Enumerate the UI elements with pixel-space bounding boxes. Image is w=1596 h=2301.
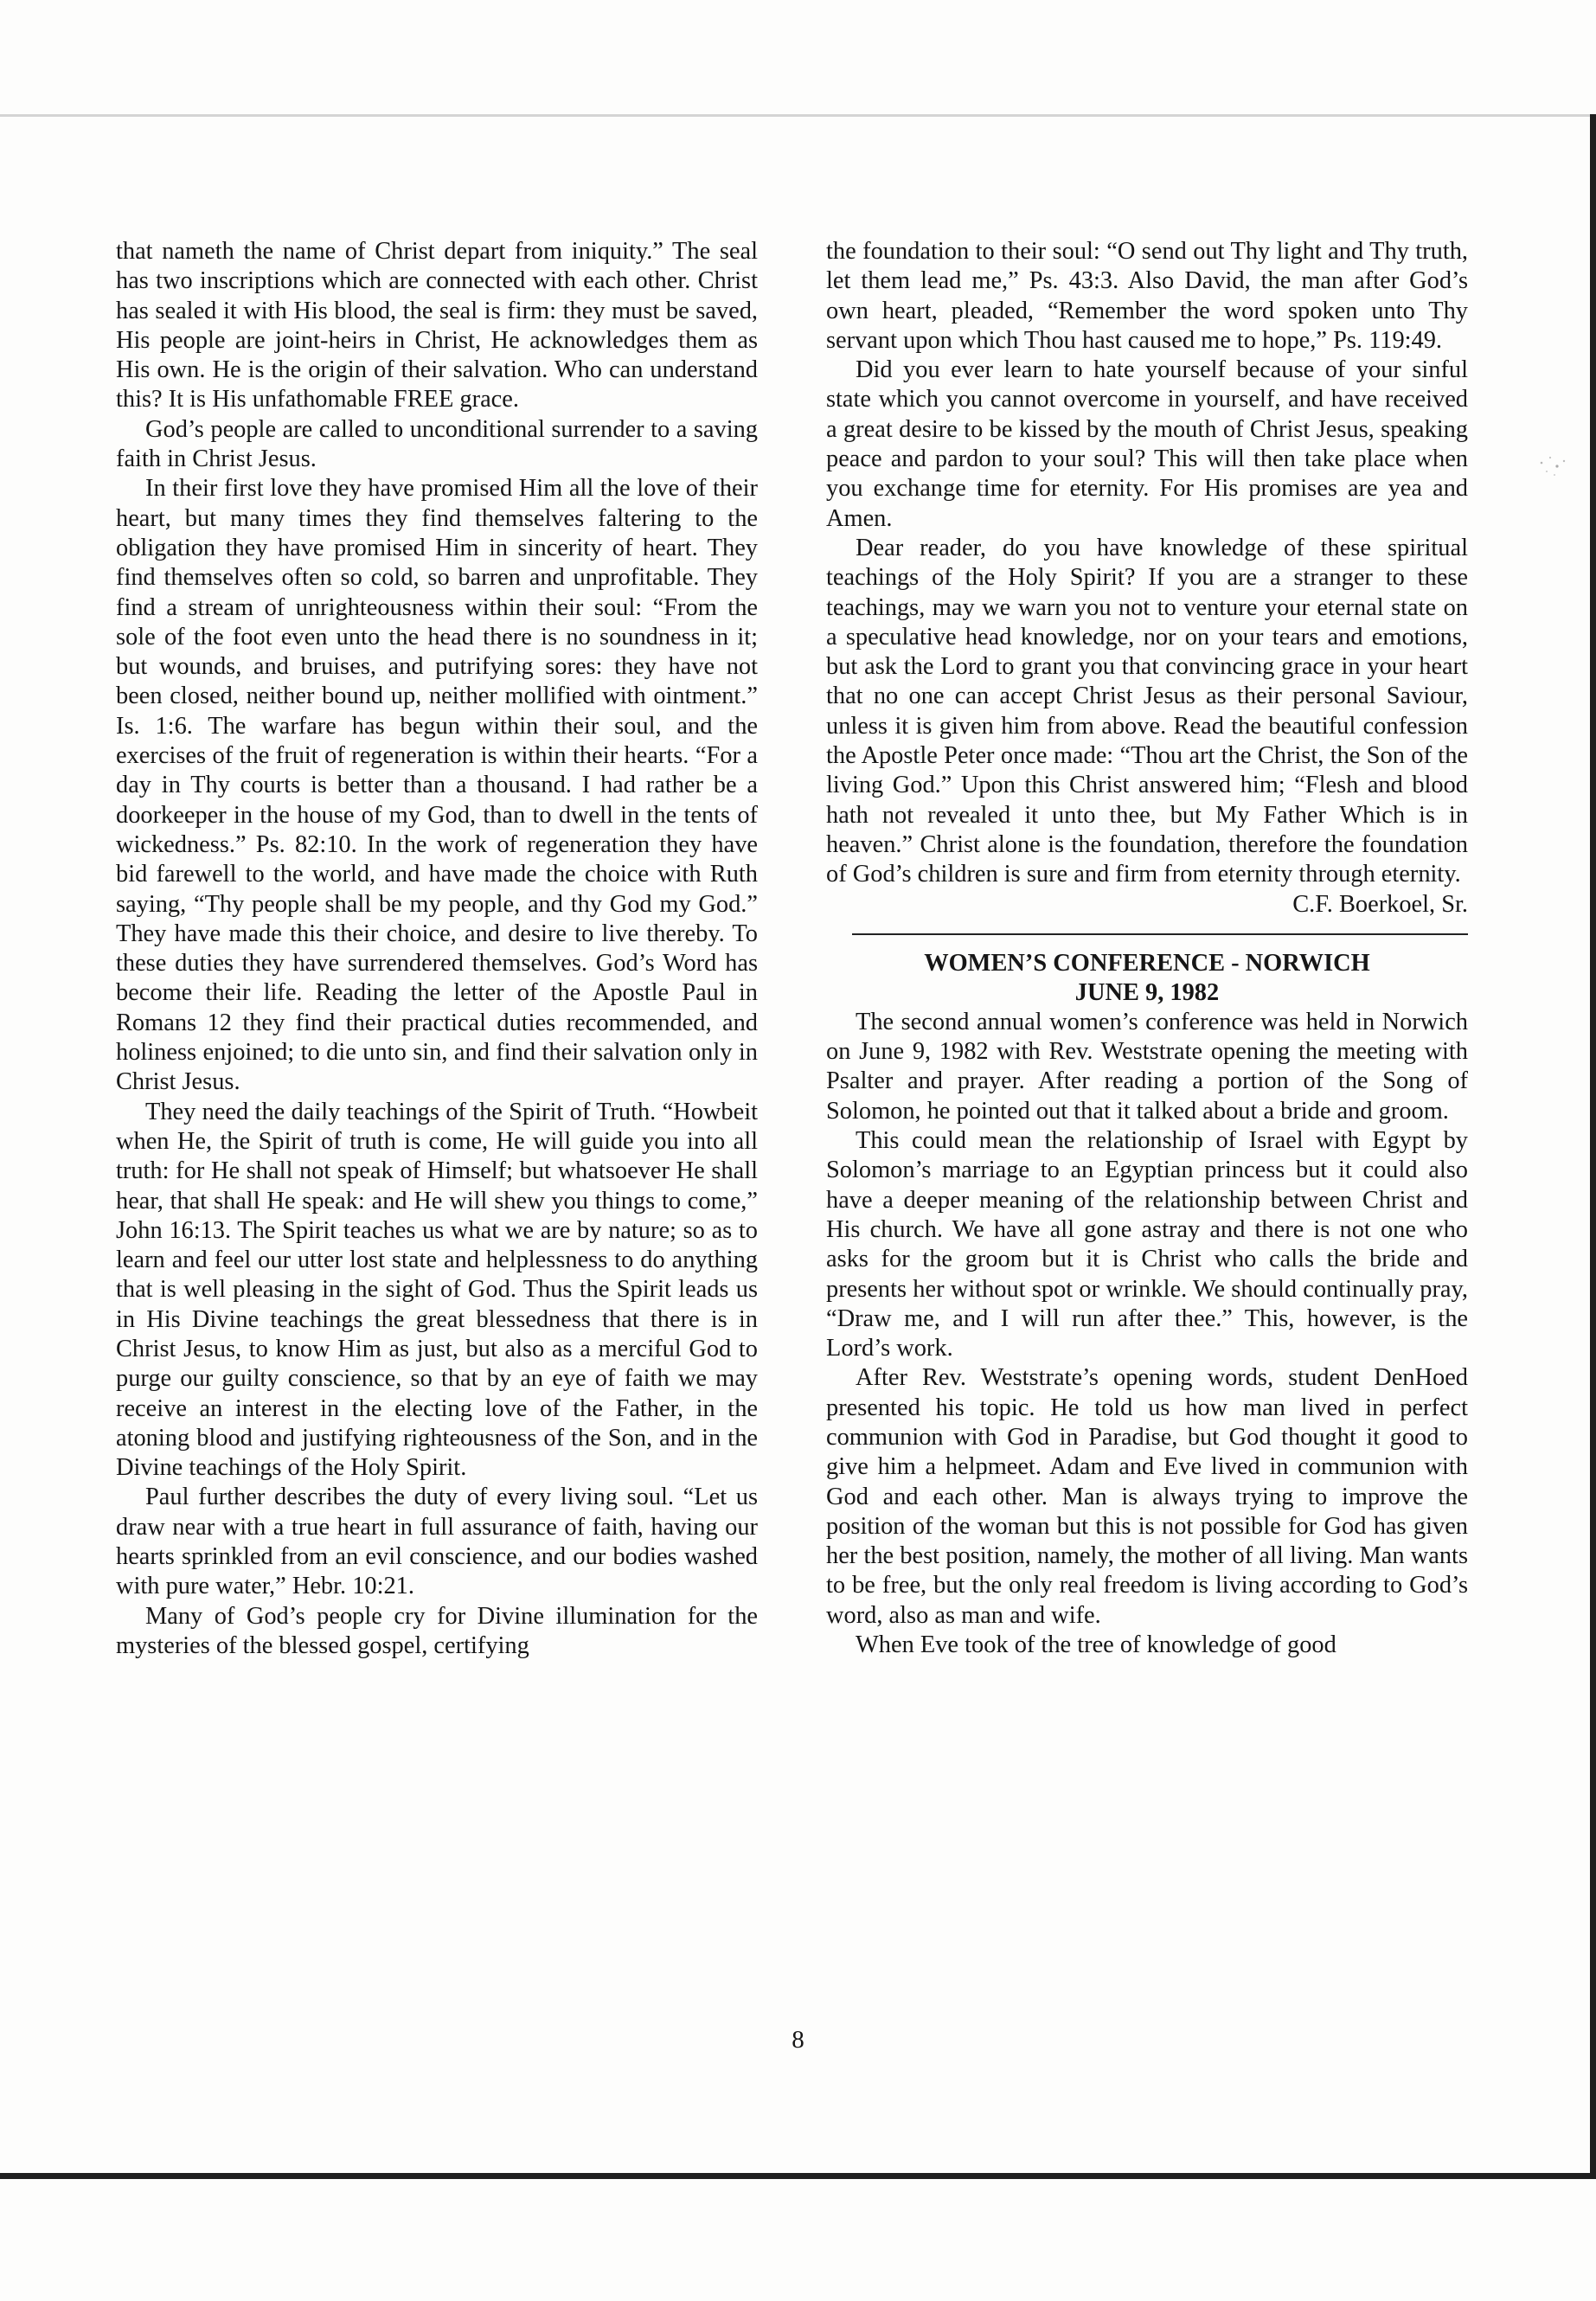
- right-column: [826, 237, 1468, 1660]
- section-divider: [852, 933, 1468, 935]
- scan-right-edge: [1590, 114, 1596, 2173]
- article-paragraph-4: When Eve took of the tree of knowledge of good: [856, 1631, 1336, 1659]
- left-column: [116, 237, 758, 1661]
- article-heading-title: WOMEN’S CONFERENCE - NORWICH: [924, 949, 1370, 977]
- right-paragraph-1: the foundation to their soul: “O send out Thy light and Thy truth, let them lead me,” Ps. 43:3. Also David, the man after God’s own heart, pleaded, “Remember the word spoken unto Thy servant upon which Thou hast caused me to hope,” Ps. 119:49.: [826, 238, 1468, 354]
- left-paragraph-1: that nameth the name of Christ depart from iniquity.” The seal has two inscriptions which are connected with each other. Christ has sealed it with His blood, the seal is firm: they must be saved, His people are joint-heirs in Christ, He acknowledges them as His own. He is the origin of their salvation. Who can understand this? It is His unfathomable FREE grace.: [116, 238, 758, 413]
- article-paragraph-3: After Rev. Weststrate’s opening words, student DenHoed presented his topic. He told us how man lived in perfect communion with God in Paradise, but God thought it good to give him a helpmeet. Adam and Eve lived in communion with God and each other. Man is always trying to improve the position of the woman but this is not possible for God has given her the best position, namely, the mother of all living. Man wants to be free, but the only real freedom is living according to God’s word, also as man and wife.: [826, 1364, 1468, 1629]
- scan-bottom-edge: [0, 2173, 1596, 2179]
- scan-top-edge: [0, 114, 1596, 117]
- left-paragraph-3: In their first love they have promised Him all the love of their heart, but many times they find themselves faltering to the obligation they have promised Him in sincerity of heart. They find themselves often so cold, so barren and unprofitable. They find a stream of unrighteousness within their soul: “From the sole of the foot even unto the head there is no soundness in it; but wounds, and bruises, and putrifying sores: they have not been closed, neither bound up, neither mollified with ointment.” Is. 1:6. The warfare has begun within their soul, and the exercises of the fruit of regeneration is within their hearts. “For a day in Thy courts is better than a thousand. I had rather be a doorkeeper in the house of my God, than to dwell in the tents of wickedness.” Ps. 82:10. In the work of regeneration they have bid farewell to the world, and have made the choice with Ruth saying, “Thy people shall be my people, and thy God my God.” They have made this their choice, and desire to live thereby. To these duties they have surrendered themselves. God’s Word has become their life. Reading the letter of the Apostle Paul in Romans 12 they find their practical duties recommended, and holiness enjoined; to die unto sin, and find their salvation only in Christ Jesus.: [116, 475, 758, 1096]
- scan-speck-mark: [1531, 445, 1574, 484]
- left-paragraph-4: They need the daily teachings of the Spirit of Truth. “Howbeit when He, the Spirit of truth is come, He will guide you into all truth: for He shall not speak of Himself; but whatsoever He shall hear, that shall He speak: and He will shew you things to come,” John 16:13. The Spirit teaches us what we are by nature; so as to learn and feel our utter lost state and helplessness to do anything that is well pleasing in the sight of God. Thus the Spirit leads us in His Divine teachings the great blessedness that there is in Christ Jesus, to know Him as just, but also as a merciful God to purge our guilty conscience, so that by an eye of faith we may receive an interest in the electing love of the Father, in the atoning blood and justifying righteousness of the Son, and in the Divine teachings of the Holy Spirit.: [116, 1098, 758, 1482]
- left-paragraph-6: Many of God’s people cry for Divine illumination for the mysteries of the blessed gospel, certifying: [116, 1602, 758, 1659]
- article-heading-date: JUNE 9, 1982: [1074, 978, 1220, 1006]
- left-paragraph-2: God’s people are called to unconditional surrender to a saving faith in Christ Jesus.: [116, 415, 758, 473]
- page-number: 8: [792, 2026, 804, 2054]
- right-paragraph-3: Dear reader, do you have knowledge of these spiritual teachings of the Holy Spirit? If you are a stranger to these teachings, may we warn you not to venture your eternal state on a speculative head knowledge, nor on your tears and emotions, but ask the Lord to grant you that convincing grace in your heart that no one can accept Christ Jesus as their personal Saviour, unless it is given him from above. Read the beautiful confession the Apostle Peter once made: “Thou art the Christ, the Son of the living God.” Upon this Christ answered him; “Flesh and blood hath not revealed it unto thee, but My Father Which is in heaven.” Christ alone is the foundation, therefore the foundation of God’s children is sure and firm from eternity through eternity.: [826, 534, 1468, 888]
- article-paragraph-1: The second annual women’s conference was held in Norwich on June 9, 1982 with Rev. Weststrate opening the meeting with Psalter and prayer. After reading a portion of the Song of Solomon, he pointed out that it talked about a bride and groom.: [826, 1008, 1468, 1125]
- author-signature: C.F. Boerkoel, Sr.: [1292, 890, 1468, 918]
- right-paragraph-2: Did you ever learn to hate yourself because of your sinful state which you cannot overcome in yourself, and have received a great desire to be kissed by the mouth of Christ Jesus, speaking peace and pardon to your soul? This will then take place when you exchange time for eternity. For His promises are yea and Amen.: [826, 356, 1468, 532]
- article-heading: [826, 949, 1468, 1008]
- article-paragraph-2: This could mean the relationship of Israel with Egypt by Solomon’s marriage to an Egyptian princess but it could also have a deeper meaning of the relationship between Christ and His church. We have all gone astray and there is not one who asks for the groom but it is Christ who calls the bride and presents her without spot or wrinkle. We should continually pray, “Draw me, and I will run after thee.” This, however, is the Lord’s work.: [826, 1127, 1468, 1362]
- left-paragraph-5: Paul further describes the duty of every living soul. “Let us draw near with a true heart in full assurance of faith, having our hearts sprinkled from an evil conscience, and our bodies washed with pure water,” Hebr. 10:21.: [116, 1484, 758, 1600]
